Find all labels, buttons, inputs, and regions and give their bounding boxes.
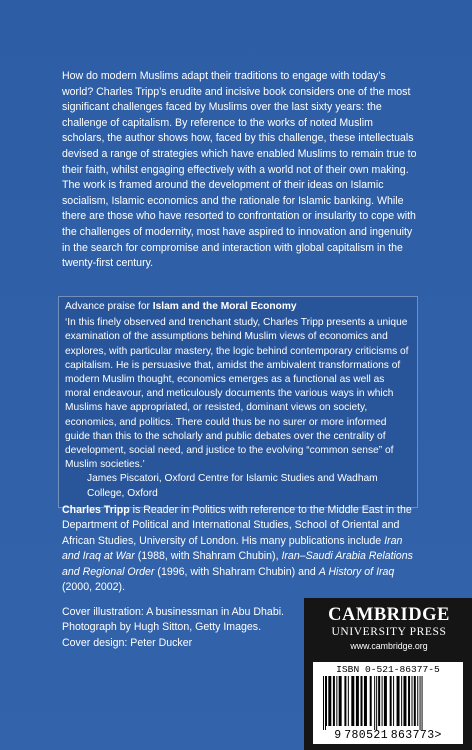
- barcode-bar: [333, 676, 335, 726]
- barcode-bar: [344, 676, 346, 726]
- barcode-bar: [351, 676, 354, 726]
- publisher-name: CAMBRIDGE: [328, 605, 450, 625]
- barcode-bar: [397, 676, 400, 726]
- barcode-bar: [356, 676, 359, 726]
- barcode-bars: [317, 676, 459, 730]
- barcode-bar: [328, 676, 331, 726]
- barcode-guard-bar: [422, 676, 423, 730]
- praise-attribution: James Piscatori, Oxford Centre for Islamic Studies and Wadham College, Oxford: [87, 473, 378, 499]
- barcode-guard-bar: [420, 676, 421, 730]
- barcode-bar: [414, 676, 416, 726]
- barcode-graphic: [317, 676, 459, 730]
- barcode-bar: [339, 676, 342, 726]
- barcode-bar: [370, 676, 372, 726]
- publisher-url: www.cambridge.org: [350, 641, 428, 651]
- barcode-guard-bar: [323, 676, 324, 730]
- barcode-bar: [336, 676, 337, 726]
- barcode-bar: [408, 676, 410, 726]
- barcode-bar: [417, 676, 418, 726]
- barcode-box: [313, 662, 463, 744]
- ean-digits: 9 780521 863773>: [334, 729, 442, 742]
- bio-text-2: (1988, with Shahram Chubin),: [134, 550, 282, 563]
- barcode-bar: [401, 676, 402, 726]
- barcode-bar: [361, 676, 363, 726]
- bio-book-1: Iran and Iraq at War: [62, 534, 403, 563]
- cover-credits: [62, 605, 292, 651]
- barcode-guard-bar: [374, 676, 375, 730]
- publisher-subname: UNIVERSITY PRESS: [331, 626, 447, 638]
- barcode-bar: [412, 676, 413, 726]
- isbn-number: ISBN 0-521-86377-5: [336, 664, 440, 675]
- barcode-bar: [348, 676, 349, 726]
- barcode-bar: [384, 676, 387, 726]
- barcode-bar: [393, 676, 394, 726]
- praise-intro: Advance praise for: [65, 301, 153, 312]
- bio-text-1: is Reader in Politics with reference to the Middle East in the Department of Political and International Studies, School of Oriental and African Studies, University of London. His many publications include: [62, 504, 412, 547]
- barcode-guard-bar: [376, 676, 377, 730]
- bio-text-3: (1996, with Shahram Chubin) and: [154, 565, 319, 578]
- bio-book-3: A History of Iraq: [318, 565, 395, 578]
- credit-illustration: Cover illustration: A businessman in Abu Dhabi.: [62, 606, 285, 618]
- credit-design: Cover design: Peter Ducker: [62, 636, 193, 649]
- bio-text-4: (2000, 2002).: [62, 581, 126, 594]
- praise-book-title: Islam and the Moral Economy: [152, 301, 297, 312]
- book-blurb: How do modern Muslims adapt their traditions to engage with today’s world? Charles Tripp’s erudite and incisive book considers one of the most significant challenges faced by Muslims over the last sixty years: the challenge of capitalism. By reference to the works of noted Muslim scholars, the author shows how, faced by this challenge, these intellectuals devised a range of strategies which have enabled Muslims to remain true to their faith, whilst engaging effectively with a world not of their own making. The work is framed around the development of their ideas on Islamic socialism, Islamic economics and the rationale for Islamic banking. While there are those who have resorted to confrontation or insularity to cope with the challenges of modernity, most have aspired to innovation and ingenuity in the search for compromise and interaction with global capitalism in the twenty-first century.: [62, 70, 417, 270]
- author-name: Charles Tripp: [62, 504, 130, 516]
- barcode-bar: [403, 676, 406, 726]
- bio-book-2: Iran–Saudi Arabia Relations and Regional Order: [62, 550, 413, 578]
- barcode-bar: [382, 676, 383, 726]
- barcode-guard-bar: [325, 676, 326, 730]
- barcode-bar: [390, 676, 392, 726]
- barcode-bar: [326, 676, 327, 726]
- praise-heading: [65, 300, 411, 314]
- praise-quote: ‘In this finely observed and trenchant study, Charles Tripp presents a unique examination of the assumptions behind Muslim views of economics and explores, with particular mastery, the logic behind contemporary criticisms of capitalism. He is persuasive that, amidst the ambivalent transformations of modern Muslim thought, economics emerges as a functional as well as moral endeavour, and meticulously documents the various ways in which Muslims have appropriated, or resisted, dominant views on society, economics, and politics. There could thus be no surer or more informed guide than this to the scholarly and public debates over the centrality of development, social need, and justice to the evolving “common sense” of Muslim societies.’: [65, 317, 409, 471]
- author-bio: [62, 503, 418, 595]
- advance-praise-box: [58, 296, 418, 508]
- barcode-bar: [378, 676, 380, 726]
- credit-photograph: Photograph by Hugh Sitton, Getty Images.: [62, 621, 262, 634]
- barcode-bar: [364, 676, 367, 726]
